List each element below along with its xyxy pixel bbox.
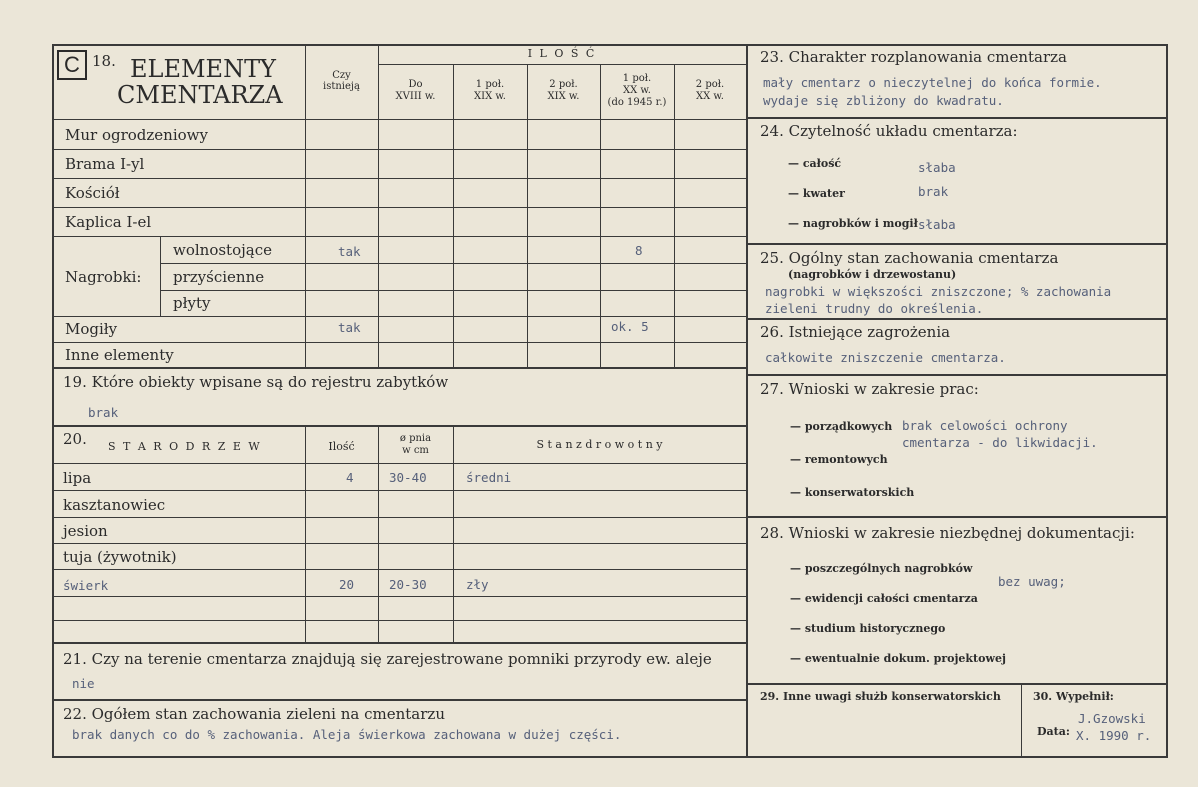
s30-date: X. 1990 r. (1076, 728, 1152, 743)
tree-qty: 20 (339, 577, 355, 592)
s19-top (52, 367, 747, 369)
nagrobki-divider (160, 236, 161, 316)
s18-qty-line (378, 64, 746, 65)
tree-diam: 20-30 (389, 577, 427, 592)
row-line (52, 342, 746, 343)
s25-value-line2: zieleni trudny do określenia. (765, 301, 984, 316)
s18-title-line2: CMENTARZA (117, 81, 283, 109)
row-kosciol: Kościół (65, 184, 120, 202)
s20-col-diam-1: ø pnia (399, 433, 432, 444)
s20-number: 20. (63, 430, 87, 448)
row-line (52, 119, 746, 120)
row-line (52, 149, 746, 150)
s26-value: całkowite zniszczenie cmentarza. (765, 350, 1006, 365)
s22-value: brak danych co do % zachowania. Aleja świerkowa zachowana w dużej części. (72, 727, 622, 742)
mogily-1945-value: ok. 5 (611, 319, 649, 334)
s24-item-label: — nagrobków i mogił (788, 217, 918, 230)
row-line (160, 290, 746, 291)
s27-item: — porządkowych (790, 420, 893, 433)
period-1-line2: XVIII w. (395, 91, 436, 102)
s23-label: 23. Charakter rozplanowania cmentarza (760, 48, 1067, 66)
s25-value-line1: nagrobki w większości zniszczone; % zachowania (765, 284, 1112, 299)
row-inne: Inne elementy (65, 346, 174, 364)
s18-col-line (305, 44, 306, 368)
s18-number: 18. (92, 52, 116, 70)
s24-item-value: brak (918, 184, 949, 199)
row-mur: Mur ogrodzeniowy (65, 126, 208, 144)
s23-value-line2: wydaje się zbliżony do kwadratu. (763, 93, 1004, 108)
row-przyscienne: przyścienne (173, 268, 265, 286)
s24-item-label: — całość (788, 157, 842, 170)
s25-top (747, 243, 1168, 245)
tree-name: kasztanowiec (63, 496, 166, 514)
row-line (160, 263, 746, 264)
s28-item: — studium historycznego (790, 622, 946, 635)
row-plyty: płyty (173, 294, 211, 312)
s21-top (52, 642, 747, 644)
s24-item-value: słaba (918, 217, 956, 232)
section-letter: C (57, 50, 87, 80)
tree-health: zły (466, 577, 489, 592)
s20-col-diam-2: w cm (402, 445, 429, 456)
tree-diam: 30-40 (389, 470, 427, 485)
period-4-line3: (do 1945 r.) (607, 97, 667, 108)
s30-name: J.Gzowski (1078, 711, 1146, 726)
s20-header-line (52, 463, 746, 464)
s20-header: S T A R O D R Z E W (108, 440, 262, 453)
s27-label: 27. Wnioski w zakresie prac: (760, 380, 979, 398)
tree-health: średni (466, 470, 512, 485)
period-3-line1: 2 poł. (549, 79, 578, 90)
s27-value-line2: cmentarza - do likwidacji. (902, 435, 1098, 450)
s29-s30-divider (1021, 684, 1022, 757)
period-1-line1: Do (408, 79, 423, 90)
tree-row-line (52, 569, 746, 570)
s24-item-label: — kwater (788, 187, 845, 200)
s24-label: 24. Czytelność układu cmentarza: (760, 122, 1018, 140)
s27-top (747, 374, 1168, 376)
tree-name: tuja (żywotnik) (63, 548, 177, 566)
s22-top (52, 699, 747, 701)
s20-col-line (378, 426, 379, 642)
s30-label: 30. Wypełnił: (1033, 690, 1114, 703)
tree-name: świerk (63, 578, 109, 593)
frame-top (52, 44, 1168, 46)
mogily-exists-value: tak (338, 320, 361, 335)
s20-col-line (305, 426, 306, 642)
row-kaplica: Kaplica I-el (65, 213, 152, 231)
row-line (52, 236, 746, 237)
tree-row-line (52, 620, 746, 621)
tree-row-line (52, 543, 746, 544)
s19-value: brak (88, 405, 119, 420)
period-3-line2: XIX w. (547, 91, 580, 102)
column-divider (746, 44, 748, 758)
s27-value-line1: brak celowości ochrony (902, 418, 1068, 433)
period-4-line1: 1 poł. (622, 73, 652, 84)
s28-top (747, 516, 1168, 518)
tree-row-line (52, 490, 746, 491)
s29-label: 29. Inne uwagi służb konserwatorskich (760, 690, 1001, 703)
s21-value: nie (72, 676, 95, 691)
row-line (52, 207, 746, 208)
s26-top (747, 318, 1168, 320)
s23-value-line1: mały cmentarz o nieczytelnej do końca formie. (763, 75, 1102, 90)
s28-label: 28. Wnioski w zakresie niezbędnej dokumentacji: (760, 524, 1135, 542)
s25-sub: (nagrobków i drzewostanu) (788, 268, 957, 281)
col-exists-line1: Czy (332, 70, 351, 81)
s28-item: — ewidencji całości cmentarza (790, 592, 978, 605)
qty-header: I L O Ś Ć (527, 47, 597, 60)
s28-item: — ewentualnie dokum. projektowej (790, 652, 1006, 665)
row-nagrobki: Nagrobki: (65, 268, 142, 286)
s24-item-value: słaba (918, 160, 956, 175)
tree-row-line (52, 517, 746, 518)
tree-row-line (52, 596, 746, 597)
row-line (52, 316, 746, 317)
frame-left (52, 44, 54, 758)
period-5-line2: XX w. (696, 91, 724, 102)
row-brama: Brama I-yl (65, 155, 145, 173)
s20-col-health: S t a n z d r o w o t n y (536, 438, 663, 451)
s28-value: bez uwag; (998, 574, 1066, 589)
row-wolnostojace: wolnostojące (173, 241, 272, 259)
s28-item: — poszczególnych nagrobków (790, 562, 973, 575)
wolno-exists-value: tak (338, 244, 361, 259)
period-2-line2: XIX w. (474, 91, 506, 102)
col-exists-line2: istnieją (323, 81, 360, 92)
s19-label: 19. Które obiekty wpisane są do rejestru zabytków (63, 373, 449, 391)
s18-col-line (453, 64, 454, 368)
tree-qty: 4 (346, 470, 354, 485)
period-4-line2: XX w. (623, 85, 651, 96)
s18-col-line (527, 64, 528, 368)
s20-col-qty: Ilość (328, 440, 355, 453)
s30-date-label: Data: (1037, 725, 1070, 738)
tree-name: jesion (63, 522, 108, 540)
period-2-line1: 1 poł. (475, 79, 505, 90)
period-5-line1: 2 poł. (695, 79, 725, 90)
s26-label: 26. Istniejące zagrożenia (760, 323, 951, 341)
s18-col-line (600, 64, 601, 368)
s25-label: 25. Ogólny stan zachowania cmentarza (760, 249, 1059, 267)
s20-col-line (453, 426, 454, 642)
frame-bottom (52, 756, 1168, 758)
s29-top (747, 683, 1168, 685)
s18-title-line1: ELEMENTY (130, 55, 276, 83)
s24-top (747, 117, 1168, 119)
s22-label: 22. Ogółem stan zachowania zieleni na cmentarzu (63, 705, 445, 723)
s27-item: — konserwatorskich (790, 486, 915, 499)
wolno-1945-value: 8 (635, 243, 643, 258)
s18-col-line (674, 64, 675, 368)
row-line (52, 178, 746, 179)
tree-name: lipa (63, 469, 92, 487)
s21-label: 21. Czy na terenie cmentarza znajdują się zarejestrowane pomniki przyrody ew. aleje (63, 650, 712, 668)
s27-item: — remontowych (790, 453, 888, 466)
frame-right (1166, 44, 1168, 758)
s20-top (52, 425, 747, 427)
row-mogily: Mogiły (65, 320, 118, 338)
